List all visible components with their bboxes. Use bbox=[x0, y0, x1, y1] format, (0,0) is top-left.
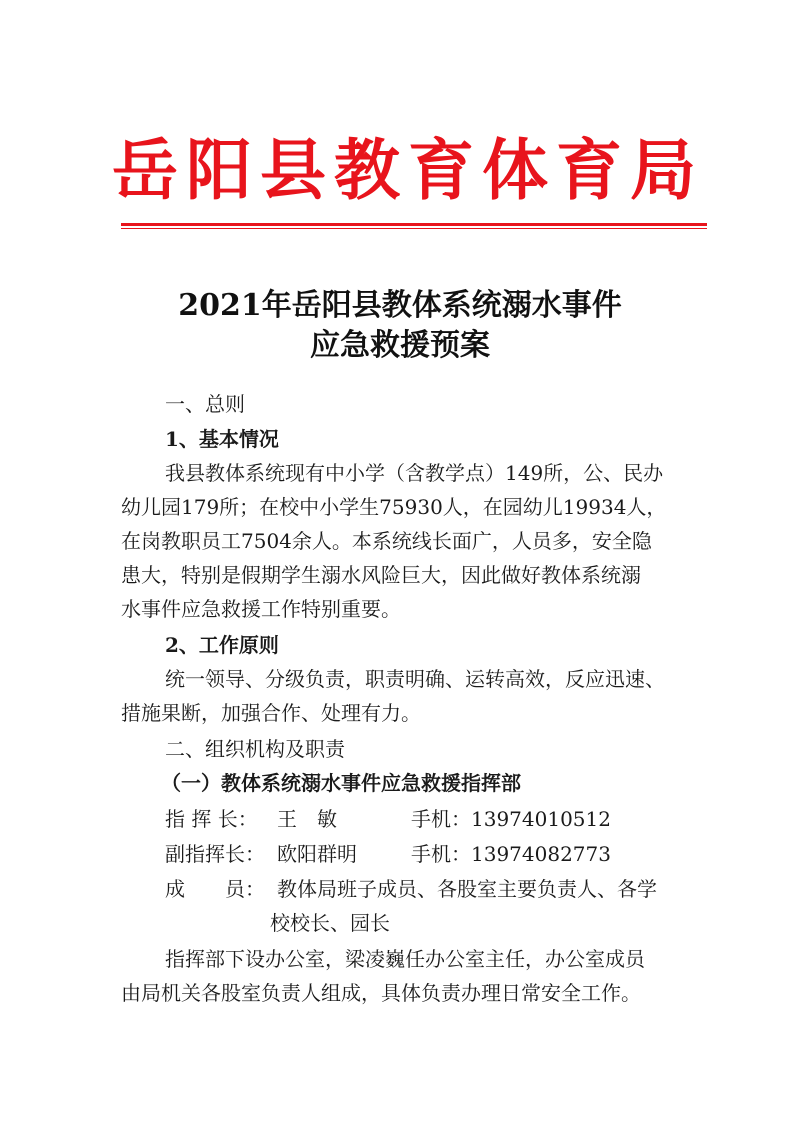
basic-paragraph-line-1: 我县教体系统现有中小学（含教学点）149所，公、民办 bbox=[165, 461, 664, 485]
header-red-rule-thick bbox=[121, 223, 707, 226]
members-row bbox=[165, 875, 657, 903]
members-label: 成 员： bbox=[165, 877, 265, 901]
office-paragraph-line-2: 由局机关各股室负责人组成，具体负责办理日常安全工作。 bbox=[121, 981, 641, 1005]
basic-paragraph-line-3: 在岗教职员工7504余人。本系统线长面广，人员多，安全隐 bbox=[121, 529, 652, 553]
commander-name: 王 敏 bbox=[277, 807, 337, 831]
basic-paragraph-line-2: 幼儿园179所；在校中小学生75930人，在园幼儿19934人， bbox=[121, 495, 667, 519]
basic-paragraph-line-5: 水事件应急救援工作特别重要。 bbox=[121, 597, 401, 621]
commander-label: 指 挥 长： bbox=[165, 807, 258, 831]
office-paragraph-line-1: 指挥部下设办公室，梁凌巍任办公室主任，办公室成员 bbox=[165, 947, 645, 971]
agency-header-title: 岳阳县教育体育局 bbox=[112, 131, 704, 209]
section-general-heading: 一、总则 bbox=[165, 392, 245, 416]
document-title-line-1: 2021年岳阳县教体系统溺水事件 bbox=[178, 288, 622, 323]
deputy-label: 副指挥长： bbox=[165, 842, 265, 866]
document-title-line-2: 应急救援预案 bbox=[310, 328, 490, 363]
commander-phone: 手机：13974010512 bbox=[411, 807, 611, 831]
commander-row bbox=[165, 805, 337, 833]
deputy-row bbox=[165, 840, 357, 868]
deputy-name: 欧阳群明 bbox=[277, 842, 357, 866]
principle-paragraph-line-1: 统一领导、分级负责，职责明确、运转高效，反应迅速、 bbox=[165, 667, 665, 691]
header-red-rule-thin bbox=[121, 228, 707, 229]
principle-paragraph-line-2: 措施果断，加强合作、处理有力。 bbox=[121, 701, 421, 725]
members-line-2: 校校长、园长 bbox=[270, 911, 390, 935]
basic-paragraph-line-4: 患大，特别是假期学生溺水风险巨大，因此做好教体系统溺 bbox=[121, 563, 641, 587]
section-principle-heading: 2、工作原则 bbox=[165, 633, 279, 657]
section-org-heading: 二、组织机构及职责 bbox=[165, 737, 345, 761]
section-command-heading: （一）教体系统溺水事件应急救援指挥部 bbox=[161, 771, 521, 795]
members-line-1: 教体局班子成员、各股室主要负责人、各学 bbox=[277, 877, 657, 901]
deputy-phone: 手机：13974082773 bbox=[411, 842, 611, 866]
section-basic-heading: 1、基本情况 bbox=[165, 427, 279, 451]
